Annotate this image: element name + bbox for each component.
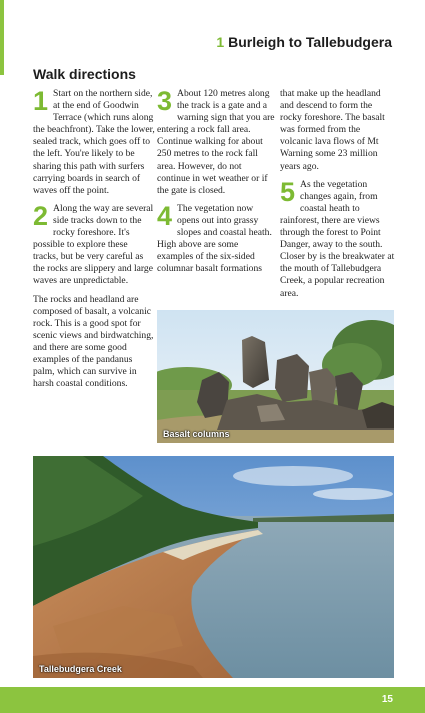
text-column-3 — [280, 88, 395, 306]
page-number: 15 — [381, 694, 393, 705]
section-heading: Walk directions — [33, 66, 136, 82]
step-2-continued: The rocks and headland are composed of basalt, a volcanic rock. This is a good spot for scenic views and birdwatching, and there are some good examples of the pandanus palm, which can survive in harsh coastal conditions. — [33, 293, 154, 390]
footer-bar — [0, 687, 425, 713]
step-2 — [33, 200, 155, 288]
step-5 — [280, 176, 395, 300]
step-text: The vegetation now opens out into grassy slopes and coastal heath. High above are some examples of the six-sided columnar basalt formations — [157, 202, 272, 275]
step-number: 4 — [157, 200, 173, 231]
chapter-number: 1 — [216, 34, 225, 50]
step-number: 3 — [157, 86, 173, 116]
tallebudgera-creek-photo — [33, 456, 394, 678]
text-column-2 — [157, 88, 276, 281]
photo-caption: Tallebudgera Creek — [39, 664, 122, 674]
basalt-columns-photo — [157, 310, 394, 443]
step-text: Along the way are several side tracks down to the rocky foreshore. It's possible to explore these tracks, but be very careful as the rocks are slippery and large waves are unpredictable. — [33, 202, 154, 287]
step-1 — [33, 88, 155, 197]
step-text: As the vegetation changes again, from coastal heath to rainforest, there are views through the forest to Point Danger, away to the south. Closer by is the breakwater at the mouth of Tallebudgera Creek, a popular recreation area. — [280, 178, 395, 299]
photo-caption: Basalt columns — [163, 429, 230, 439]
step-text: Start on the northern side, at the end of Goodwin Terrace (which runs along the beachfront). Take the lower, sealed track, which goes off to the left. You're likely to be sharing this path with surfers carrying boards in search of waves off the point. — [33, 88, 155, 196]
step-text: About 120 metres along the track is a gate and a warning sign that you are entering a rock fall area. Continue walking for about 250 metres to the rock fall area. However, do not continue in wet weather or if the gate is closed. — [157, 88, 275, 196]
step-number: 1 — [33, 86, 49, 116]
basalt-columns-image — [157, 310, 394, 443]
accent-bar — [0, 0, 4, 75]
step-3 — [157, 88, 276, 197]
text-column-1 — [33, 88, 155, 396]
chapter-title: Burleigh to Tallebudgera — [228, 34, 392, 50]
tallebudgera-creek-image — [33, 456, 394, 678]
step-4-continued: that make up the headland and descend to form the rocky foreshore. The basalt was formed from the volcanic lava flows of Mt Warning some 23 million years ago. — [280, 88, 385, 172]
step-number: 5 — [280, 176, 296, 207]
chapter-header — [216, 34, 392, 50]
step-4 — [157, 200, 276, 276]
step-number: 2 — [33, 200, 49, 231]
